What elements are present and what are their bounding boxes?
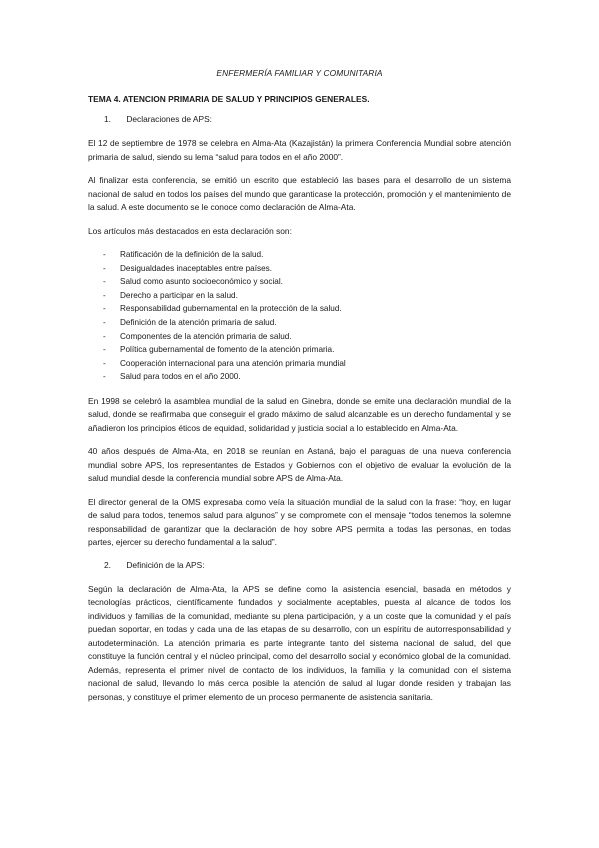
list-item [88,370,511,384]
bullet-dash: - [103,277,106,287]
list-item [88,248,511,262]
list-item [88,343,511,357]
list-item-text: Cooperación internacional para una atención primaria mundial [120,358,346,368]
paragraph: El director general de la OMS expresaba como veía la situación mundial de la salud con la frase: “hoy, en lugar de salud para todos, tenemos salud para algunos” y se compromete con el mensaje “todos tenemos la solemne responsabilidad de garantizar que la declaración de hoy sobre APS permita a todas las personas, en todas partes, ejercer su derecho fundamental a la salud”. [88,496,511,548]
paragraph: Los artículos más destacados en esta declaración son: [88,225,292,236]
bullet-dash: - [103,290,106,300]
articles-list [88,248,511,384]
list-item [88,275,511,289]
paragraph: El 12 de septiembre de 1978 se celebra en Alma-Ata (Kazajistán) la primera Conferencia Mundial sobre atención primaria de salud, siendo su lema “salud para todos en el año 2000”. [88,138,511,162]
list-item [88,357,511,371]
list-item-text: Derecho a participar en la salud. [120,290,238,300]
section-title: Definición de la APS: [126,559,205,570]
list-item-text: Ratificación de la definición de la salud. [120,250,264,259]
paragraph: Al finalizar esta conferencia, se emitió un escrito que estableció las bases para el desarrollo de un sistema nacional de salud en todos los países del mundo que garanticase la protección, promoción y el mantenimiento de la salud. A este documento se le conoce como declaración de Alma-Ata. [88,175,511,212]
list-item-text: Responsabilidad gubernamental en la protección de la salud. [120,304,342,314]
section-title: Declaraciones de APS: [126,114,212,124]
section-number: 2. [104,559,111,570]
list-item-text: Definición de la atención primaria de salud. [120,317,277,327]
list-item [88,330,511,344]
bullet-dash: - [103,317,106,327]
paragraph: 40 años después de Alma-Ata, en 2018 se reunían en Astaná, bajo el paraguas de una nueva conferencia mundial sobre APS, los representantes de Estados y Gobiernos con el objetivo de evaluar la evolución de la salud mundial desde la conferencia mundial sobre APS de Alma-Ata. [88,446,511,484]
paragraph: Según la declaración de Alma-Ata, la APS se define como la asistencia esencial, basada en métodos y tecnologías prácticos, científicamente fundados y socialmente aceptables, puesta al alcance de todos los individuos y familias de la comunidad, mediante su plena participación, y a un coste que la comunidad y el país puedan soportar, en todas y cada una de las etapas de su desarrollo, con un espíritu de autorresponsabilidad y autodeterminación. La atención primaria es parte integrante tanto del sistema nacional de salud, del que constituye la función central y el núcleo principal, como del desarrollo social y económico global de la comunidad. Además, representa el primer nivel de contacto de los individuos, la familia y la comunidad con el sistema nacional de salud, llevando lo más cerca posible la atención de salud al lugar donde residen y trabajan las personas, y constituye el primer elemento de un proceso permanente de asistencia sanitaria. [88,583,511,702]
bullet-dash: - [103,263,106,273]
section-heading-1 [104,114,511,124]
list-item [88,262,511,276]
list-item [88,289,511,303]
list-item-text: Política gubernamental de fomento de la atención primaria. [120,345,335,355]
topic-title: TEMA 4. ATENCION PRIMARIA DE SALUD Y PRINCIPIOS GENERALES. [88,94,370,104]
bullet-dash: - [103,372,106,382]
list-item [88,316,511,330]
bullet-dash: - [103,358,106,368]
list-item-text: Componentes de la atención primaria de salud. [120,331,292,341]
section-heading-2 [104,560,511,570]
list-item-text: Desigualdades inaceptables entre países. [120,263,273,273]
list-item-text: Salud como asunto socioeconómico y social. [120,277,283,287]
bullet-dash: - [103,345,106,355]
list-item [88,302,511,316]
page-header: ENFERMERÍA FAMILIAR Y COMUNITARIA [216,68,383,78]
list-item-text: Salud para todos en el año 2000. [120,372,241,382]
paragraph: En 1998 se celebró la asamblea mundial de la salud en Ginebra, donde se emite una declaración mundial de la salud, donde se reafirmaba que conseguir el grado máximo de salud alcanzable es un derecho fundamental y se añadieron los principios éticos de equidad, solidaridad y justicia social a lo establecido en Alma-Ata. [88,395,511,433]
bullet-dash: - [103,304,106,314]
bullet-dash: - [103,250,106,259]
section-number: 1. [104,114,111,124]
bullet-dash: - [103,331,106,341]
